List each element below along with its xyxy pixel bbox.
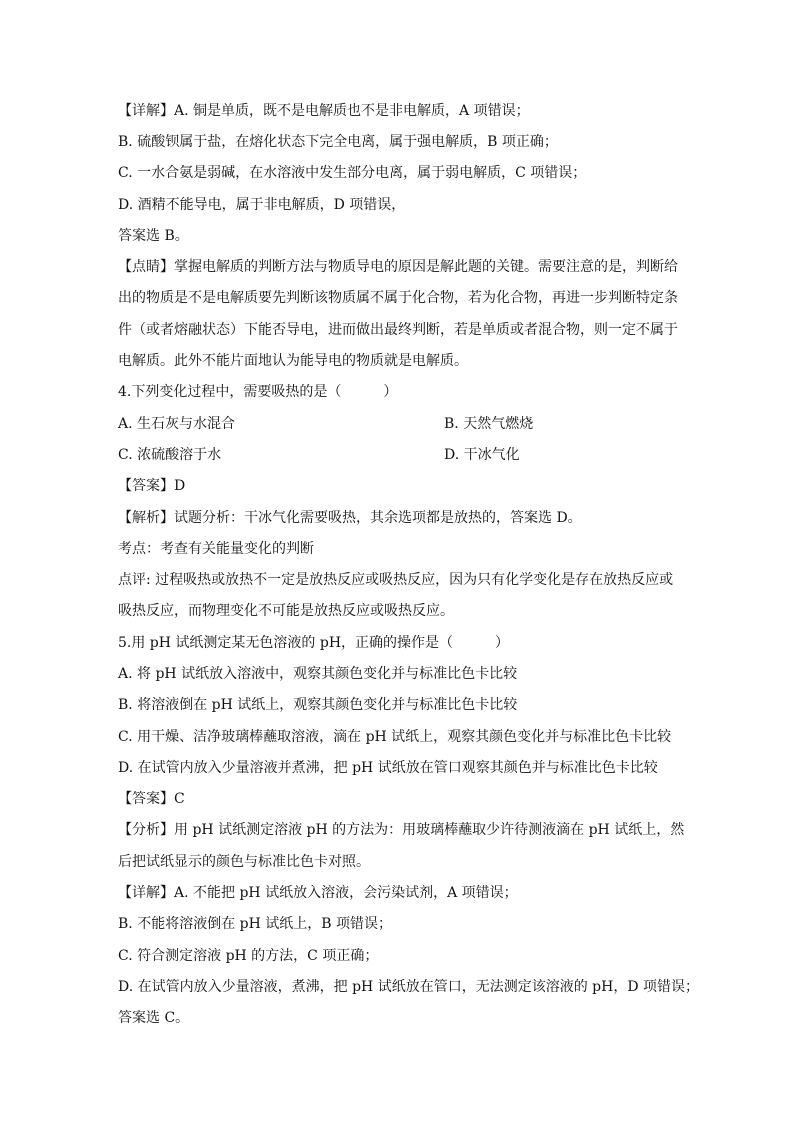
q4-option-d: D. 干冰气化 xyxy=(444,447,520,463)
q4-option-a: A. 生石灰与水混合 xyxy=(118,416,236,432)
q3-detail-b: B. 硫酸钡属于盐，在熔化状态下完全电离，属于强电解质，B 项正确； xyxy=(118,134,558,150)
q5-analysis-line-1: 【分析】用 pH 试纸测定溶液 pH 的方法为：用玻璃棒蘸取少许待测液滴在 pH 试纸上，然 xyxy=(118,822,685,838)
q3-tip-line-2: 出的物质是不是电解质要先判断该物质属不属于化合物，若为化合物，再进一步判断特定条 xyxy=(118,290,678,306)
q3-tip-line-3: 件（或者熔融状态）下能否导电，进而做出最终判断，若是单质或者混合物，则一定不属于 xyxy=(118,322,678,338)
q4-answer: 【答案】D xyxy=(118,478,186,494)
q4-comment-line-1: 点评: 过程吸热或放热不一定是放热反应或吸热反应，因为只有化学变化是存在放热反应或 xyxy=(118,572,674,588)
q5-analysis-line-2: 后把试纸显示的颜色与标准比色卡对照。 xyxy=(118,854,370,870)
q4-comment-line-2: 吸热反应，而物理变化不可能是放热反应或吸热反应。 xyxy=(118,603,454,619)
q3-detail-c: C. 一水合氨是弱碱，在水溶液中发生部分电离，属于弱电解质，C 项错误； xyxy=(118,165,587,181)
q5-option-b: B. 将溶液倒在 pH 试纸上，观察其颜色变化并与标准比色卡比较 xyxy=(118,697,518,713)
q4-analysis: 【解析】试题分析：干冰气化需要吸热，其余选项都是放热的，答案选 D。 xyxy=(118,510,582,526)
q5-answer-line: 答案选 C。 xyxy=(118,1010,190,1026)
q4-kaodian: 考点：考查有关能量变化的判断 xyxy=(118,541,314,557)
q5-detail-d: D. 在试管内放入少量溶液，煮沸，把 pH 试纸放在管口，无法测定该溶液的 pH，D 项错误； xyxy=(118,979,699,995)
q5-detail-b: B. 不能将溶液倒在 pH 试纸上，B 项错误； xyxy=(118,916,392,932)
q3-tip-line-1: 【点睛】掌握电解质的判断方法与物质导电的原因是解此题的关键。需要注意的是，判断给 xyxy=(118,259,678,275)
q4-option-b: B. 天然气燃烧 xyxy=(444,416,534,432)
q5-option-d: D. 在试管内放入少量溶液并煮沸，把 pH 试纸放在管口观察其颜色并与标准比色卡比较 xyxy=(118,760,658,776)
q5-detail-c: C. 符合测定溶液 pH 的方法，C 项正确； xyxy=(118,948,379,964)
q5-detail-a: 【详解】A. 不能把 pH 试纸放入溶液，会污染试剂，A 项错误； xyxy=(118,885,518,901)
q4-stem: 4.下列变化过程中，需要吸热的是（ ） xyxy=(118,384,398,400)
q5-option-c: C. 用干燥、洁净玻璃棒蘸取溶液，滴在 pH 试纸上，观察其颜色变化并与标准比色卡比较 xyxy=(118,729,672,745)
q3-answer-line: 答案选 B。 xyxy=(118,228,189,244)
q4-option-c: C. 浓硫酸溶于水 xyxy=(118,447,222,463)
q5-option-a: A. 将 pH 试纸放入溶液中，观察其颜色变化并与标准比色卡比较 xyxy=(118,666,518,682)
q3-detail-a: 【详解】A. 铜是单质，既不是电解质也不是非电解质，A 项错误； xyxy=(118,103,530,119)
q5-answer: 【答案】C xyxy=(118,791,185,807)
q3-tip-line-4: 电解质。此外不能片面地认为能导电的物质就是电解质。 xyxy=(118,353,468,369)
q3-detail-d: D. 酒精不能导电，属于非电解质，D 项错误， xyxy=(118,197,406,213)
q5-stem: 5.用 pH 试纸测定某无色溶液的 pH，正确的操作是（ ） xyxy=(118,635,510,651)
